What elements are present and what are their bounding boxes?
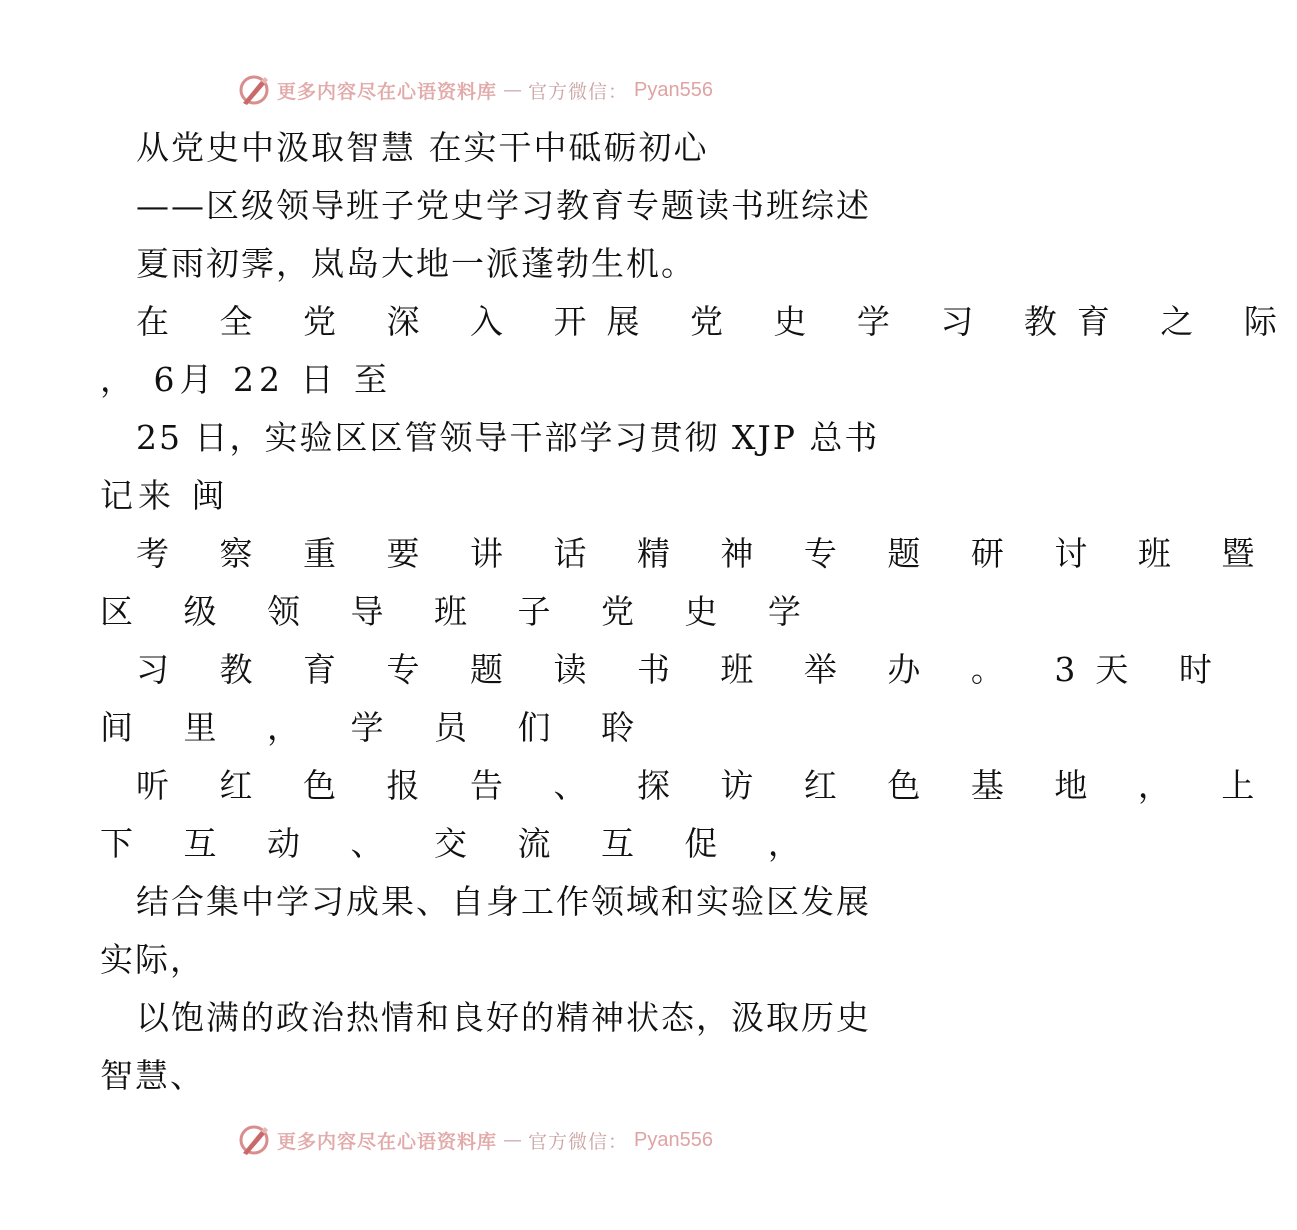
paragraph-line: 以饱满的政治热情和良好的精神状态，汲取历史 <box>136 998 871 1037</box>
paragraph-line: 在 全 党 深 入 开展 党 史 学 习 教育 之 际 <box>136 302 1297 341</box>
footer-watermark <box>0 1120 950 1160</box>
watermark-official-label: 官方微信： <box>528 1130 629 1153</box>
article-subtitle: ——区级领导班子党史学习教育专题读书班综述 <box>136 186 871 225</box>
header-watermark <box>0 70 950 110</box>
watermark-account: Pyan556 <box>634 78 713 101</box>
paragraph-line: 实际， <box>100 940 205 979</box>
watermark-separator: — <box>503 1129 523 1151</box>
paragraph-line: 习 教 育 专 题 读 书 班 举 办 。 3天 时 <box>136 650 1232 689</box>
pen-logo-icon <box>237 73 271 107</box>
paragraph-line: 下 互 动 、 交 流 互 促 ， <box>100 824 821 863</box>
watermark-brand: 更多内容尽在心语资料库 <box>277 80 498 103</box>
pen-logo-icon <box>237 1123 271 1157</box>
article-title: 从党史中汲取智慧 在实干中砥砺初心 <box>136 128 709 167</box>
watermark-account: Pyan556 <box>634 1128 713 1151</box>
paragraph-line: 考 察 重 要 讲 话 精 神 专 题 研 讨 班 暨 <box>136 534 1275 573</box>
paragraph-line: 25 日，实验区区管领导干部学习贯彻 XJP 总书 <box>136 418 880 457</box>
paragraph-line: 记来 闽 <box>100 476 230 515</box>
paragraph-line: 夏雨初霁，岚岛大地一派蓬勃生机。 <box>136 244 696 283</box>
watermark-official-label: 官方微信： <box>528 80 629 103</box>
paragraph-line: 智慧、 <box>100 1056 205 1095</box>
watermark-brand: 更多内容尽在心语资料库 <box>277 1130 498 1153</box>
watermark-separator: — <box>503 79 523 101</box>
paragraph-line: 间 里 ， 学 员 们 聆 <box>100 708 654 747</box>
paragraph-line: 听 红 色 报 告 、 探 访 红 色 基 地 ， 上 <box>136 766 1275 805</box>
paragraph-line: ， 6月 22 日 至 <box>100 360 392 399</box>
paragraph-line: 区 级 领 导 班 子 党 史 学 <box>100 592 821 631</box>
paragraph-line: 结合集中学习成果、自身工作领域和实验区发展 <box>136 882 871 921</box>
